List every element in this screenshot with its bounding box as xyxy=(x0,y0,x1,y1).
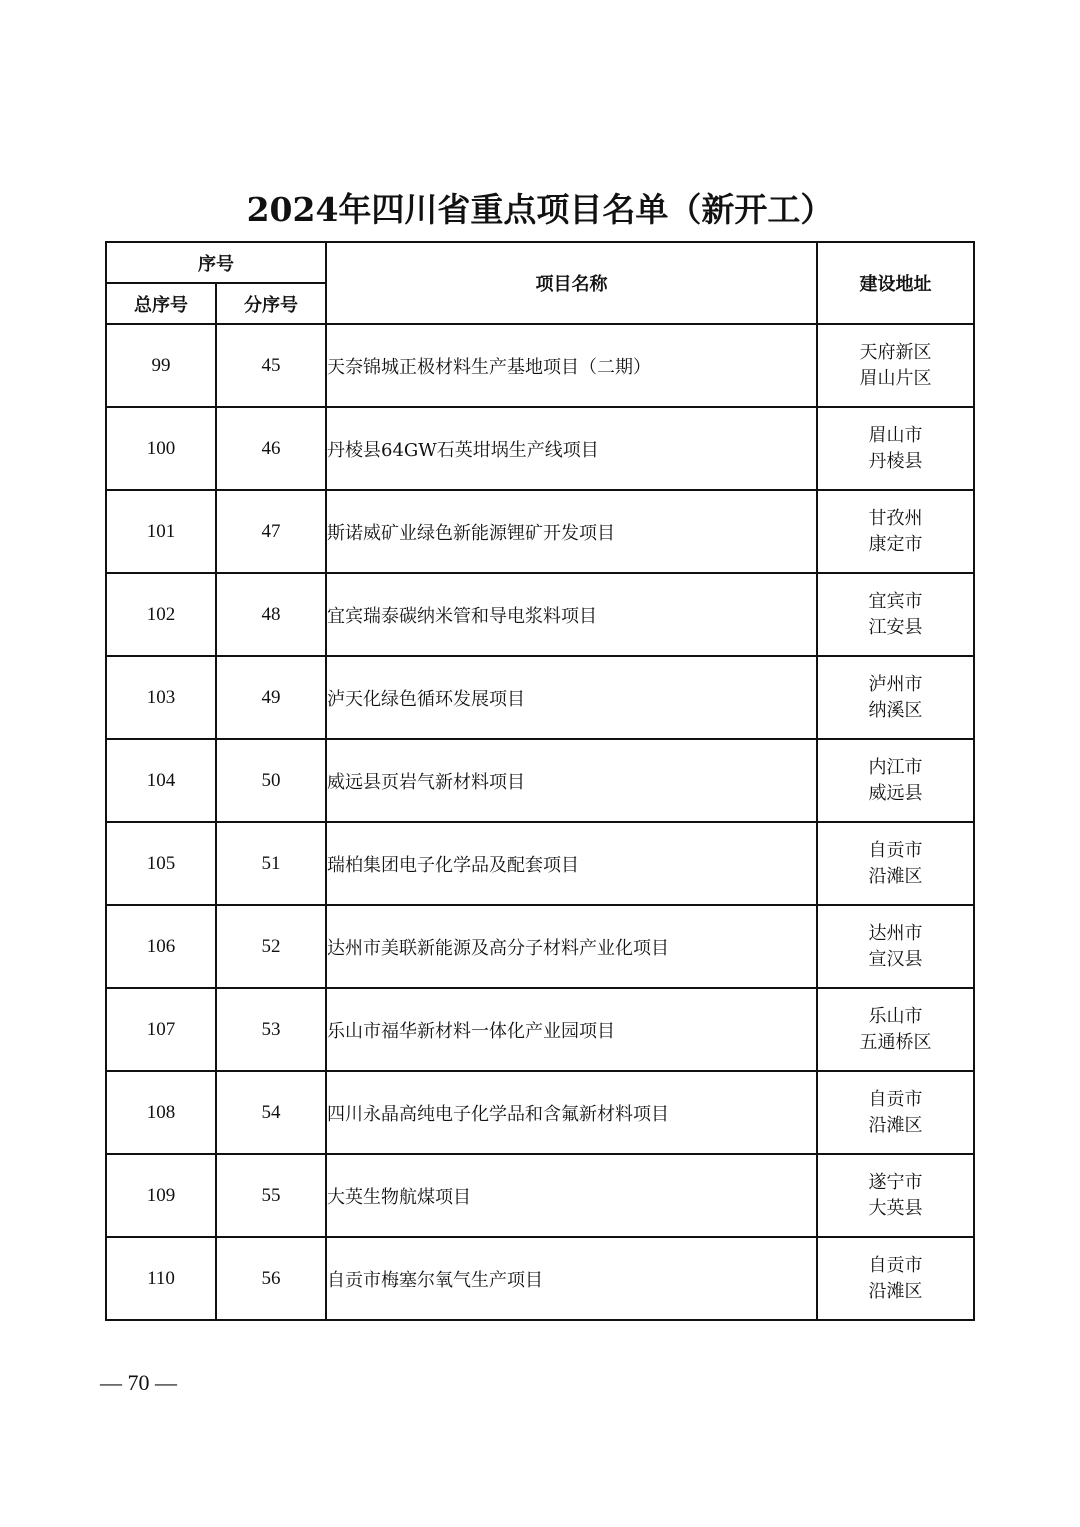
location-cell xyxy=(817,656,974,739)
location-cell xyxy=(817,905,974,988)
total-seq-cell: 110 xyxy=(106,1237,216,1320)
location-line-2: 江安县 xyxy=(868,616,923,638)
project-name-cell: 天奈锦城正极材料生产基地项目（二期） xyxy=(326,324,817,407)
location-line-2: 宣汉县 xyxy=(868,948,923,970)
location-cell xyxy=(817,1071,974,1154)
project-name-cell: 大英生物航煤项目 xyxy=(326,1154,817,1237)
location-line-1: 自贡市 xyxy=(868,1254,923,1276)
project-name-cell: 泸天化绿色循环发展项目 xyxy=(326,656,817,739)
location-cell xyxy=(817,1237,974,1320)
location-cell xyxy=(817,739,974,822)
table-row xyxy=(106,656,974,739)
sub-seq-cell: 56 xyxy=(216,1237,326,1320)
header-sub-seq: 分序号 xyxy=(216,283,326,324)
total-seq-cell: 106 xyxy=(106,905,216,988)
location-line-2: 沿滩区 xyxy=(868,1114,923,1136)
location-line-2: 沿滩区 xyxy=(868,1280,923,1302)
location-cell xyxy=(817,490,974,573)
page-title: 2024年四川省重点项目名单（新开工） xyxy=(246,190,834,229)
total-seq-cell: 103 xyxy=(106,656,216,739)
total-seq-cell: 107 xyxy=(106,988,216,1071)
sub-seq-cell: 47 xyxy=(216,490,326,573)
sub-seq-cell: 52 xyxy=(216,905,326,988)
table-row xyxy=(106,324,974,407)
sub-seq-cell: 54 xyxy=(216,1071,326,1154)
location-line-1: 宜宾市 xyxy=(868,590,923,612)
location-line-2: 大英县 xyxy=(868,1197,923,1219)
location-line-1: 天府新区 xyxy=(859,341,932,363)
sub-seq-cell: 51 xyxy=(216,822,326,905)
location-cell xyxy=(817,988,974,1071)
project-name-cell: 瑞柏集团电子化学品及配套项目 xyxy=(326,822,817,905)
location-line-2: 眉山片区 xyxy=(859,367,932,389)
location-line-2: 威远县 xyxy=(868,782,923,804)
table-row xyxy=(106,988,974,1071)
location-line-1: 遂宁市 xyxy=(868,1171,923,1193)
project-name-cell: 丹棱县64GW石英坩埚生产线项目 xyxy=(326,407,817,490)
total-seq-cell: 101 xyxy=(106,490,216,573)
sub-seq-cell: 45 xyxy=(216,324,326,407)
total-seq-cell: 108 xyxy=(106,1071,216,1154)
sub-seq-cell: 48 xyxy=(216,573,326,656)
page-number: — 70 — xyxy=(100,1370,177,1395)
table-row xyxy=(106,739,974,822)
location-line-1: 内江市 xyxy=(868,756,923,778)
total-seq-cell: 102 xyxy=(106,573,216,656)
location-line-2: 沿滩区 xyxy=(868,865,923,887)
project-name-cell: 达州市美联新能源及高分子材料产业化项目 xyxy=(326,905,817,988)
project-name-cell: 乐山市福华新材料一体化产业园项目 xyxy=(326,988,817,1071)
project-name-cell: 四川永晶高纯电子化学品和含氟新材料项目 xyxy=(326,1071,817,1154)
location-line-2: 纳溪区 xyxy=(868,699,923,721)
total-seq-cell: 109 xyxy=(106,1154,216,1237)
table-row xyxy=(106,490,974,573)
table-row xyxy=(106,905,974,988)
project-table xyxy=(105,241,975,1321)
location-line-2: 丹棱县 xyxy=(868,450,923,472)
total-seq-cell: 105 xyxy=(106,822,216,905)
location-cell xyxy=(817,324,974,407)
total-seq-cell: 99 xyxy=(106,324,216,407)
location-line-1: 自贡市 xyxy=(868,1088,923,1110)
sub-seq-cell: 49 xyxy=(216,656,326,739)
table-row xyxy=(106,573,974,656)
table-row xyxy=(106,822,974,905)
project-name-cell: 宜宾瑞泰碳纳米管和导电浆料项目 xyxy=(326,573,817,656)
sub-seq-cell: 53 xyxy=(216,988,326,1071)
location-cell xyxy=(817,573,974,656)
header-total-seq: 总序号 xyxy=(106,283,216,324)
location-line-1: 自贡市 xyxy=(868,839,923,861)
total-seq-cell: 100 xyxy=(106,407,216,490)
header-seq-group: 序号 xyxy=(106,242,326,283)
project-name-cell: 自贡市梅塞尔氧气生产项目 xyxy=(326,1237,817,1320)
table-row xyxy=(106,1237,974,1320)
sub-seq-cell: 50 xyxy=(216,739,326,822)
table-row xyxy=(106,1071,974,1154)
header-location: 建设地址 xyxy=(817,242,974,324)
location-line-2: 五通桥区 xyxy=(859,1031,932,1053)
table-row xyxy=(106,407,974,490)
location-line-2: 康定市 xyxy=(868,533,923,555)
table-row xyxy=(106,1154,974,1237)
location-line-1: 达州市 xyxy=(868,922,923,944)
location-cell xyxy=(817,407,974,490)
location-line-1: 甘孜州 xyxy=(868,507,923,529)
header-project-name: 项目名称 xyxy=(326,242,817,324)
project-name-cell: 斯诺威矿业绿色新能源锂矿开发项目 xyxy=(326,490,817,573)
sub-seq-cell: 46 xyxy=(216,407,326,490)
location-line-1: 泸州市 xyxy=(868,673,923,695)
total-seq-cell: 104 xyxy=(106,739,216,822)
sub-seq-cell: 55 xyxy=(216,1154,326,1237)
location-cell xyxy=(817,822,974,905)
location-line-1: 眉山市 xyxy=(868,424,923,446)
location-cell xyxy=(817,1154,974,1237)
location-line-1: 乐山市 xyxy=(868,1005,923,1027)
project-name-cell: 威远县页岩气新材料项目 xyxy=(326,739,817,822)
